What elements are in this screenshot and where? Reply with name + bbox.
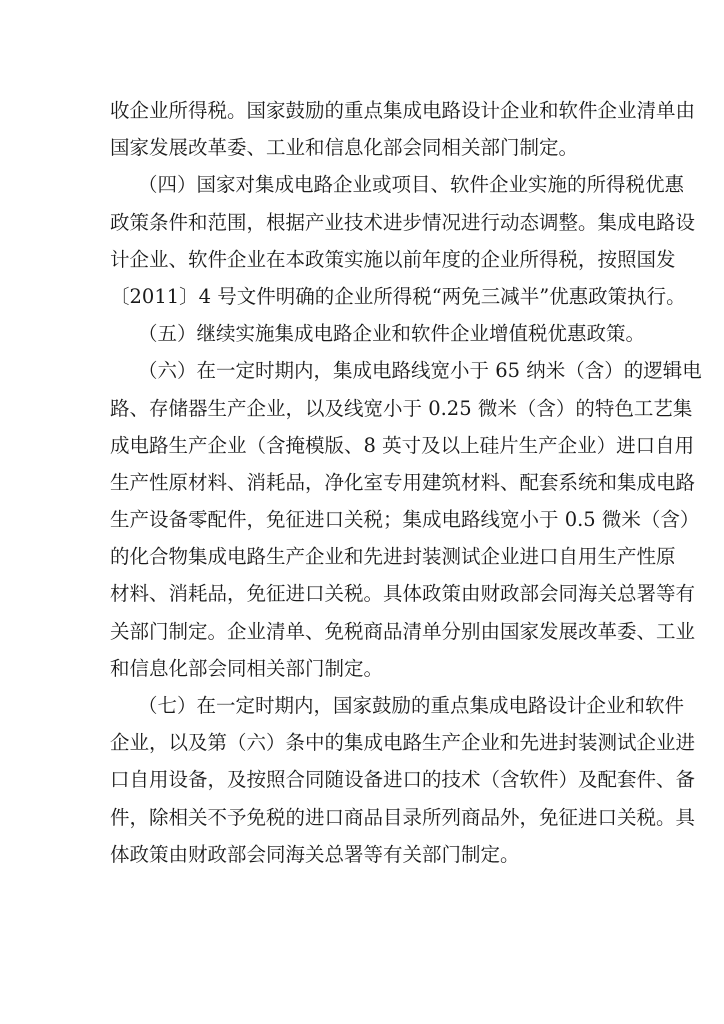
text-line: 材料、消耗品，免征进口关税。具体政策由财政部会同海关总署等有 (110, 582, 696, 606)
text-line: 〔2011〕4 号文件明确的企业所得税“两免三减半”优惠政策执行。 (110, 284, 686, 308)
text-line: 件，除相关不予免税的进口商品目录所列商品外，免征进口关税。具 (110, 805, 696, 829)
text-line: 的化合物集成电路生产企业和先进封装测试企业进口自用生产性原 (110, 545, 676, 569)
text-line: 体政策由财政部会同海关总署等有关部门制定。 (110, 842, 520, 866)
text-line: 关部门制定。企业清单、免税商品清单分别由国家发展改革委、工业 (110, 619, 696, 643)
text-line: （七）在一定时期内，国家鼓励的重点集成电路设计企业和软件 (138, 694, 685, 717)
text-line: （四）国家对集成电路企业或项目、软件企业实施的所得税优惠 (138, 173, 685, 197)
text-line: 路、存储器生产企业，以及线宽小于 0.25 微米（含）的特色工艺集 (110, 396, 693, 420)
text-line: 计企业、软件企业在本政策实施以前年度的企业所得税，按照国发 (110, 247, 676, 271)
text-line: 生产性原材料、消耗品，净化室专用建筑材料、配套系统和集成电路 (110, 470, 696, 494)
text-line: 成电路生产企业（含掩模版、8 英寸及以上硅片生产企业）进口自用 (110, 433, 695, 457)
text-line: 企业，以及第（六）条中的集成电路生产企业和先进封装测试企业进 (110, 731, 696, 755)
text-line: 和信息化部会同相关部门制定。 (110, 656, 384, 680)
text-line: 生产设备零配件，免征进口关税；集成电路线宽小于 0.5 微米（含） (110, 508, 700, 532)
text-line: 收企业所得税。国家鼓励的重点集成电路设计企业和软件企业清单由 (110, 99, 696, 122)
document-body (110, 92, 702, 873)
text-line: （六）在一定时期内，集成电路线宽小于 65 纳米（含）的逻辑电 (138, 359, 702, 383)
text-line: 政策条件和范围，根据产业技术进步情况进行动态调整。集成电路设 (110, 210, 696, 234)
text-line: 口自用设备，及按照合同随设备进口的技术（含软件）及配套件、备 (110, 768, 696, 792)
text-line: 国家发展改革委、工业和信息化部会同相关部门制定。 (110, 136, 579, 160)
text-line: （五）继续实施集成电路企业和软件企业增值税优惠政策。 (138, 322, 646, 346)
